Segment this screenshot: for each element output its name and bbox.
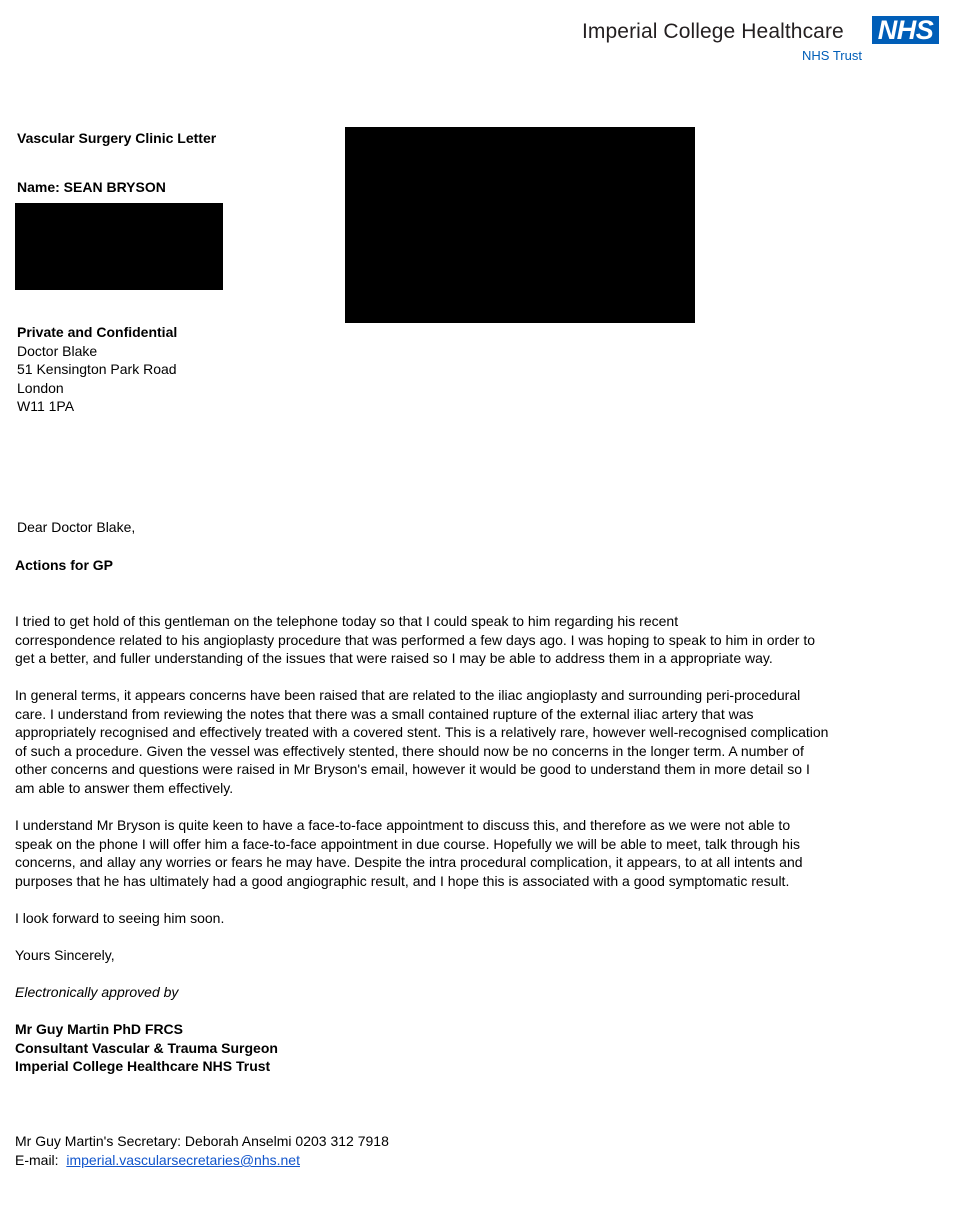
body-paragraph-1 xyxy=(15,612,920,668)
signatory-role: Consultant Vascular & Trauma Surgeon xyxy=(15,1039,278,1056)
salutation: Dear Doctor Blake, xyxy=(17,519,136,535)
paragraph-line: get a better, and fuller understanding of the issues that were raised so I may be able to address them in a appropriate way. xyxy=(15,650,773,666)
paragraph-line: of such a procedure. Given the vessel was effectively stented, there should now be no concerns in the longer term. A number of xyxy=(15,742,804,759)
email-label: E-mail: xyxy=(15,1152,59,1168)
paragraph-line: I understand Mr Bryson is quite keen to have a face-to-face appointment to discuss this, and therefore as we were not able to xyxy=(15,817,791,833)
logo-trust-name: NHS Trust xyxy=(802,48,862,63)
recipient-name: Doctor Blake xyxy=(17,342,98,359)
body-paragraph-3 xyxy=(15,816,920,890)
paragraph-line: correspondence related to his angioplasty procedure that was performed a few days ago. I was hoping to speak to him in order to xyxy=(15,631,816,648)
signatory-block xyxy=(15,1020,278,1076)
redacted-block-clinic-details xyxy=(345,127,695,323)
signatory-name: Mr Guy Martin PhD FRCS xyxy=(15,1021,184,1037)
letter-title: Vascular Surgery Clinic Letter xyxy=(17,130,217,146)
paragraph-line: In general terms, it appears concerns have been raised that are related to the iliac angioplasty and surrounding peri-procedural xyxy=(15,687,801,703)
recipient-address xyxy=(17,323,177,416)
closing-line: I look forward to seeing him soon. xyxy=(15,910,225,926)
paragraph-line: speak on the phone I will offer him a face-to-face appointment in due course. Hopefully we will be able to meet, talk through his xyxy=(15,835,800,852)
secretary-contact: Mr Guy Martin's Secretary: Deborah Anselmi 0203 312 7918 xyxy=(15,1133,389,1149)
recipient-street: 51 Kensington Park Road xyxy=(17,361,177,377)
body-paragraph-2 xyxy=(15,686,920,797)
logo-org-name: Imperial College Healthcare xyxy=(582,20,844,43)
confidential-label: Private and Confidential xyxy=(17,324,178,340)
paragraph-line: concerns, and allay any worries or fears he may have. Despite the intra procedural complication, it appears, to at all intents and xyxy=(15,854,803,870)
paragraph-line: appropriately recognised and effectively treated with a covered stent. This is a relatively rare, however well-recognised complication xyxy=(15,724,829,740)
sign-off: Yours Sincerely, xyxy=(15,947,115,963)
patient-name: Name: SEAN BRYSON xyxy=(17,179,166,195)
signatory-org: Imperial College Healthcare NHS Trust xyxy=(15,1058,271,1074)
recipient-postcode: W11 1PA xyxy=(17,398,75,414)
paragraph-line: other concerns and questions were raised in Mr Bryson's email, however it would be good to understand them in more detail so I xyxy=(15,761,810,777)
email-link[interactable]: imperial.vascularsecretaries@nhs.net xyxy=(66,1152,300,1168)
approval-note: Electronically approved by xyxy=(15,984,179,1000)
paragraph-line: I tried to get hold of this gentleman on the telephone today so that I could speak to him regarding his recent xyxy=(15,613,679,629)
nhs-logo: NHS xyxy=(872,16,939,44)
paragraph-line: purposes that he has ultimately had a good angiographic result, and I hope this is associated with a good symptomatic result. xyxy=(15,872,790,889)
paragraph-line: am able to answer them effectively. xyxy=(15,779,234,796)
recipient-city: London xyxy=(17,379,64,396)
paragraph-line: care. I understand from reviewing the notes that there was a small contained rupture of the external iliac artery that was xyxy=(15,705,754,722)
email-line xyxy=(15,1151,300,1170)
redacted-block-patient-details xyxy=(15,203,223,290)
actions-heading: Actions for GP xyxy=(15,557,114,573)
